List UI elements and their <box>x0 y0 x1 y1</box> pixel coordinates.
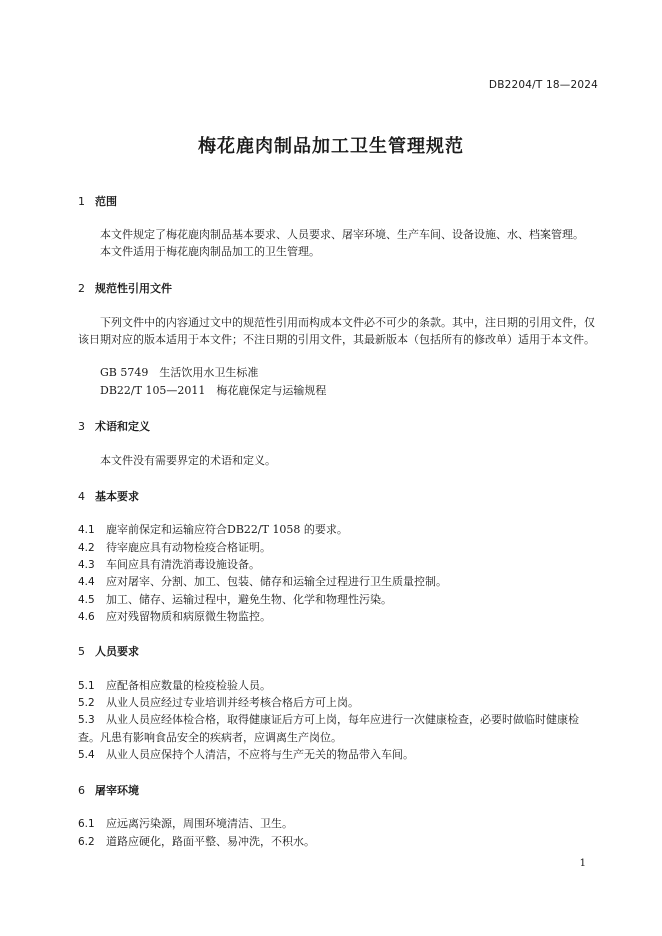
paragraph: 本文件规定了梅花鹿肉制品基本要求、人员要求、屠宰环境、生产车间、设备设施、水、档案管理。 <box>100 228 584 241</box>
section-number: 5 <box>78 645 85 658</box>
reference-item: GB 5749 生活饮用水卫生标准 <box>100 366 259 379</box>
clause-number: 5.2 <box>78 697 95 709</box>
paragraph: 本文件适用于梅花鹿肉制品加工的卫生管理。 <box>100 245 320 258</box>
clause-item <box>78 521 600 539</box>
section-1-heading <box>78 193 117 209</box>
section-title: 基本要求 <box>95 490 139 503</box>
section-4-heading <box>78 488 139 504</box>
clause-text: 从业人员应经过专业培训并经考核合格后方可上岗。 <box>106 696 359 709</box>
section-2-heading <box>78 280 172 296</box>
clause-number: 4.2 <box>78 542 95 554</box>
clause-item <box>78 591 600 609</box>
clause-text: 从业人员应经体检合格，取得健康证后方可上岗，每年应进行一次健康检查，必要时做临时健康检查。凡患有影响食品安全的疾病者，应调离生产岗位。 <box>78 713 579 744</box>
clause-item <box>78 833 600 851</box>
section-6-heading <box>78 782 139 798</box>
clause-item <box>78 539 600 557</box>
references-intro <box>78 314 600 348</box>
document-title: 梅花鹿肉制品加工卫生管理规范 <box>198 136 464 157</box>
section-number: 3 <box>78 420 85 433</box>
clause-number: 5.3 <box>78 714 95 726</box>
clause-text: 应对屠宰、分割、加工、包装、储存和运输全过程进行卫生质量控制。 <box>106 575 447 588</box>
clause-text: 应对残留物质和病原微生物监控。 <box>106 610 271 623</box>
section-5-heading <box>78 643 139 659</box>
clause-item <box>78 573 600 591</box>
section-title: 术语和定义 <box>95 420 150 433</box>
clause-item <box>78 746 600 764</box>
paragraph: 下列文件中的内容通过文中的规范性引用而构成本文件必不可少的条款。其中，注日期的引用文件，仅该日期对应的版本适用于本文件；不注日期的引用文件，其最新版本（包括所有的修改单）适用于本文件。 <box>78 316 595 346</box>
clause-item <box>78 694 600 712</box>
clause-item <box>78 608 600 626</box>
clause-item <box>78 677 600 695</box>
clause-text: 车间应具有清洗消毒设施设备。 <box>106 558 260 571</box>
section-number: 1 <box>78 195 85 208</box>
reference-item: DB22/T 105—2011 梅花鹿保定与运输规程 <box>100 384 327 397</box>
clause-item <box>78 711 600 746</box>
section-title: 范围 <box>95 195 117 208</box>
clause-number: 4.1 <box>78 524 95 536</box>
section-number: 6 <box>78 784 85 797</box>
section-title: 屠宰环境 <box>95 784 139 797</box>
clause-text: 待宰鹿应具有动物检疫合格证明。 <box>106 541 271 554</box>
document-code: DB2204/T 18—2024 <box>488 79 598 91</box>
clause-text: 应配备相应数量的检疫检验人员。 <box>106 679 271 692</box>
paragraph: 本文件没有需要界定的术语和定义。 <box>100 454 276 467</box>
clause-text: 加工、储存、运输过程中，避免生物、化学和物理性污染。 <box>106 593 392 606</box>
clause-number: 4.3 <box>78 559 95 571</box>
section-number: 4 <box>78 490 85 503</box>
section-3-heading <box>78 418 150 434</box>
clause-text: 鹿宰前保定和运输应符合DB22/T 1058 的要求。 <box>106 523 348 536</box>
clause-item <box>78 815 600 833</box>
section-title: 规范性引用文件 <box>95 282 172 295</box>
page-number: 1 <box>579 858 586 869</box>
clause-number: 6.2 <box>78 836 95 848</box>
clause-number: 4.6 <box>78 611 95 623</box>
clause-number: 4.4 <box>78 576 95 588</box>
clause-item <box>78 556 600 574</box>
clause-text: 道路应硬化，路面平整、易冲洗，不积水。 <box>106 835 315 848</box>
clause-number: 5.1 <box>78 680 95 692</box>
section-number: 2 <box>78 282 85 295</box>
clause-text: 应远离污染源，周围环境清洁、卫生。 <box>106 817 293 830</box>
clause-number: 6.1 <box>78 818 95 830</box>
section-title: 人员要求 <box>95 645 139 658</box>
clause-text: 从业人员应保持个人清洁，不应将与生产无关的物品带入车间。 <box>106 748 414 761</box>
clause-number: 4.5 <box>78 594 95 606</box>
clause-number: 5.4 <box>78 749 95 761</box>
